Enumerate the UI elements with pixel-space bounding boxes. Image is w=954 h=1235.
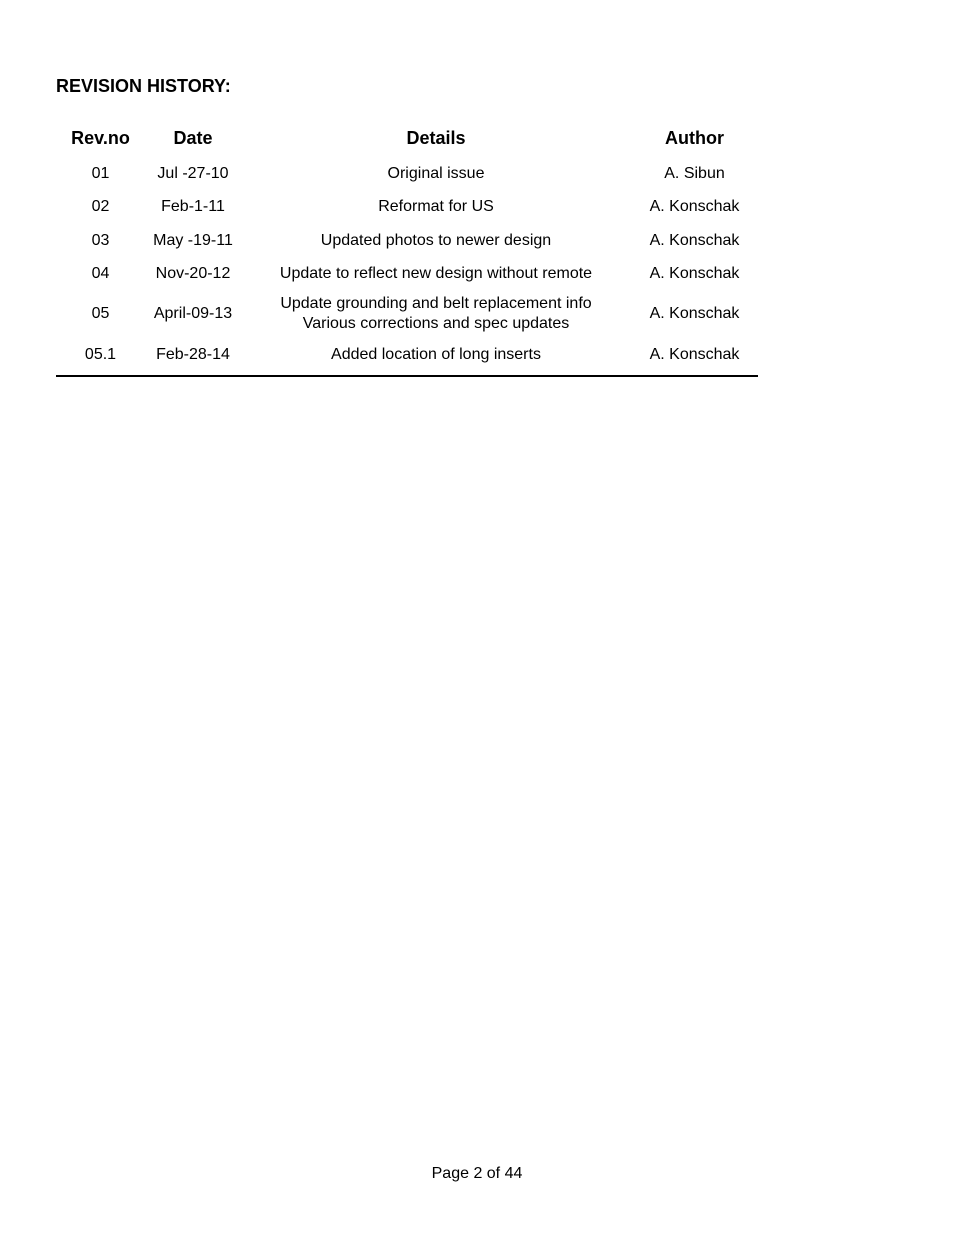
cell-date: April-09-13 — [153, 305, 233, 322]
cell-details — [241, 291, 631, 337]
cell-rev-no: 02 — [91, 198, 110, 216]
cell-author: A. Konschak — [649, 231, 740, 249]
cell-rev-no: 05 — [91, 305, 110, 322]
cell-author: A. Konschak — [649, 265, 740, 283]
cell-author: A. Konschak — [649, 305, 740, 322]
header-rev-no: Rev.no — [71, 127, 130, 148]
cell-date: May -19-11 — [153, 231, 233, 249]
cell-details-line: Various corrections and spec updates — [302, 315, 570, 332]
cell-date: Feb-1-11 — [161, 198, 225, 216]
table-row — [56, 258, 758, 292]
cell-date: Nov-20-12 — [155, 265, 231, 283]
revision-history-table — [56, 119, 758, 377]
page-number: Page 2 of 44 — [431, 1165, 523, 1182]
cell-date: Feb-28-14 — [156, 346, 230, 363]
section-title: REVISION HISTORY: — [56, 76, 231, 96]
cell-details: Updated photos to newer design — [320, 231, 552, 249]
cell-details-line: Update grounding and belt replacement info — [280, 295, 592, 312]
cell-author: A. Konschak — [649, 346, 740, 363]
table-row — [56, 224, 758, 258]
header-details: Details — [406, 127, 466, 148]
cell-rev-no: 03 — [91, 231, 110, 249]
header-author: Author — [665, 127, 724, 148]
cell-details: Added location of long inserts — [331, 346, 541, 363]
cell-rev-no: 04 — [91, 265, 110, 283]
cell-date: Jul -27-10 — [157, 164, 229, 182]
cell-rev-no: 05.1 — [84, 346, 117, 363]
table-row — [56, 337, 758, 376]
table-header-row — [56, 119, 758, 157]
cell-author: A. Sibun — [664, 164, 725, 182]
table-row — [56, 191, 758, 225]
cell-details: Reformat for US — [378, 198, 494, 216]
cell-rev-no: 01 — [91, 164, 110, 182]
cell-details: Update to reflect new design without remote — [279, 265, 593, 283]
cell-details: Original issue — [387, 164, 485, 182]
table-row — [56, 157, 758, 191]
header-date: Date — [173, 127, 213, 148]
table-row — [56, 291, 758, 337]
cell-author: A. Konschak — [649, 198, 740, 216]
